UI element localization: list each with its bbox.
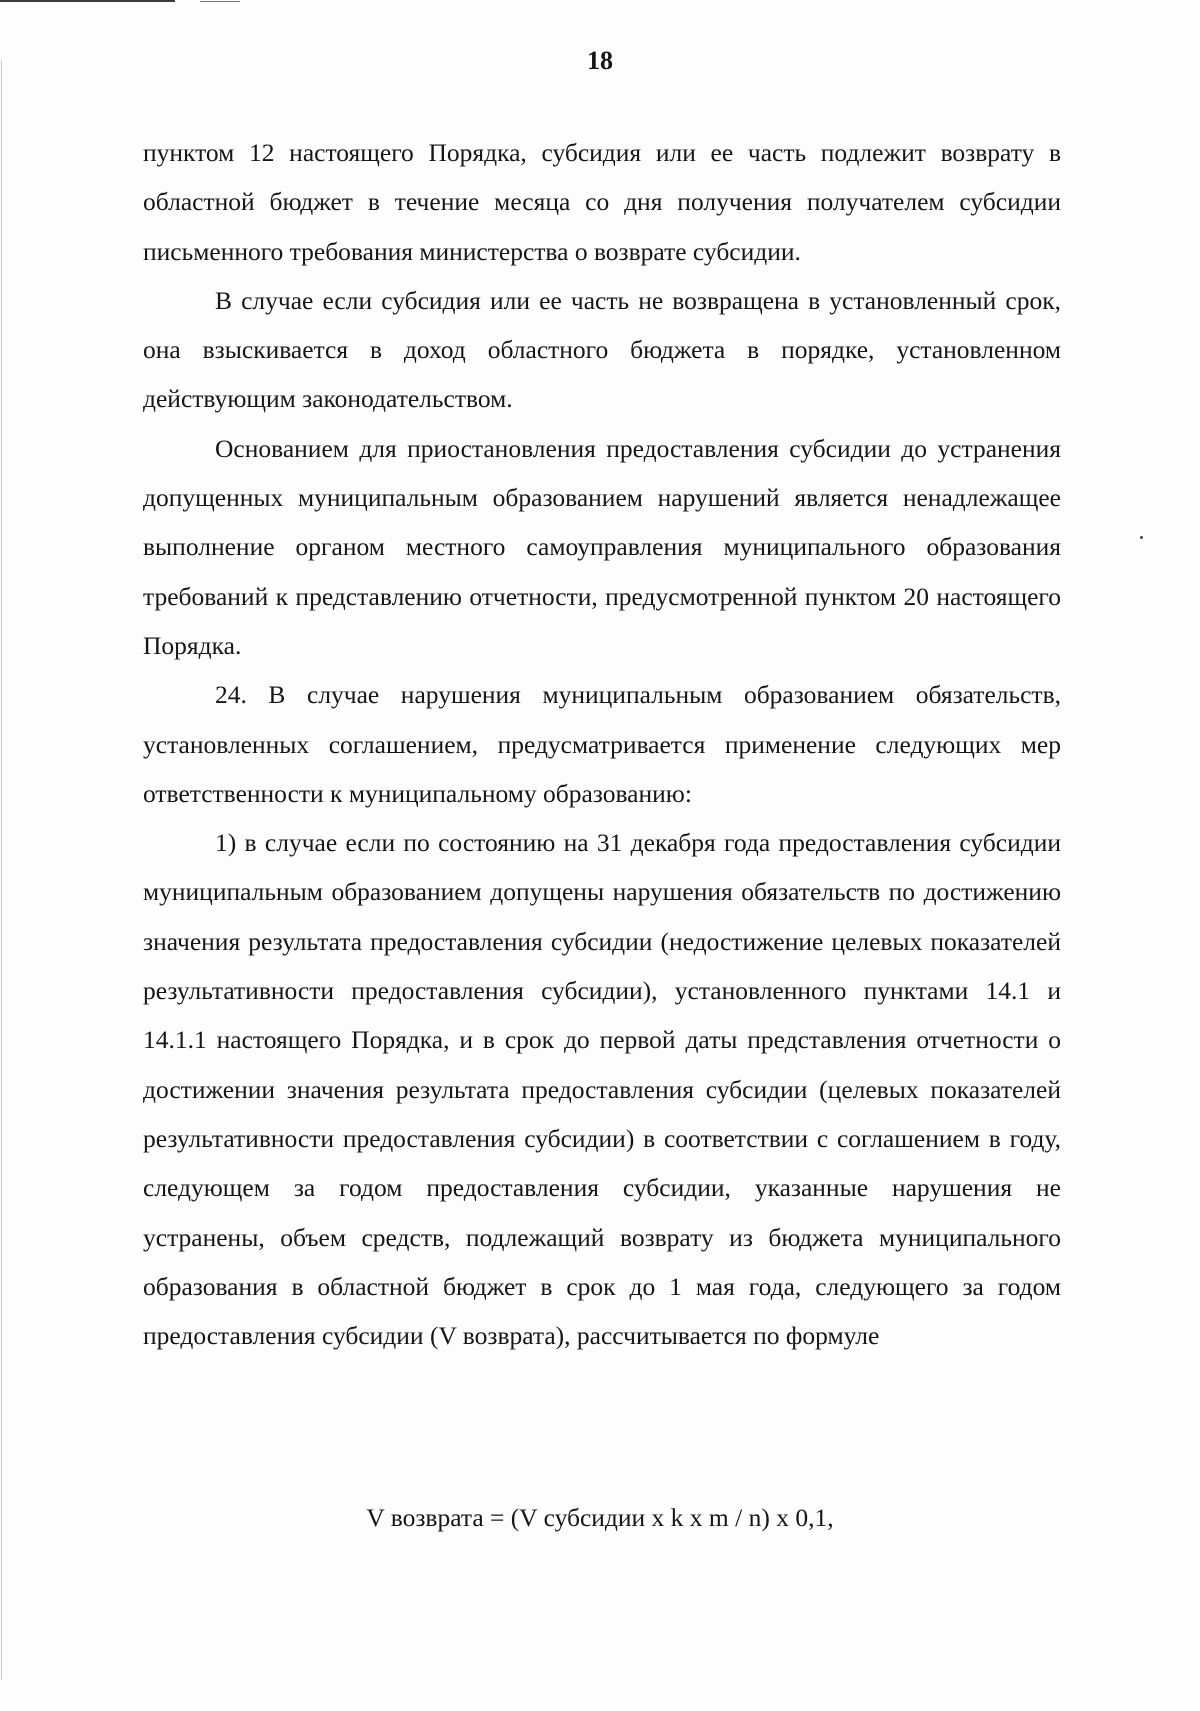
paragraph-clause-24: 24. В случае нарушения муниципальным образованием обязательств, установленных соглашением, предусматривается применение следующих мер ответственности к муниципальному образованию: [143,680,1061,808]
paragraph-continuation: пунктом 12 настоящего Порядка, субсидия или ее часть подлежит возврату в областной бюджет в течение месяца со дня получения получателем субсидии письменного требования министерства о возврате субсидии. [143,138,1061,266]
body-text [143,128,1061,1360]
scan-artifact-dot [1140,536,1143,539]
scan-artifact-left-edge [1,60,2,1680]
paragraph: Основанием для приостановления предоставления субсидии до устранения допущенных муниципальным образованием нарушений является ненадлежащее выполнение органом местного самоуправления муниципального образования требований к представлению отчетности, предусмотренной пунктом 20 настоящего Порядка. [143,433,1061,660]
page-number: 18 [587,46,613,75]
paragraph-subclause-1: 1) в случае если по состоянию на 31 декабря года предоставления субсидии муниципальным образованием допущены нарушения обязательств по достижению значения результата предоставления субсидии (недостижение целевых показателей результативности предоставления субсидии), установленного пунктами 14.1 и 14.1.1 настоящего Порядка, и в срок до первой даты представления отчетности о достижении значения результата предоставления субсидии (целевых показателей результативности предоставления субсидии) в соответствии с соглашением в году, следующем за годом предоставления субсидии, указанные нарушения не устранены, объем средств, подлежащий возврату из бюджета муниципального образования в областной бюджет в срок до 1 мая года, следующего за годом предоставления субсидии (V возврата), рассчитывается по формуле [143,828,1061,1351]
formula: V возврата = (V субсидии x k x m / n) x 0,1, [366,1503,834,1532]
paragraph: В случае если субсидия или ее часть не возвращена в установленный срок, она взыскивается в доход областного бюджета в порядке, установленном действующим законодательством. [143,285,1061,414]
scan-artifact-top-line [200,1,240,2]
scan-artifact-top-line [0,0,175,2]
